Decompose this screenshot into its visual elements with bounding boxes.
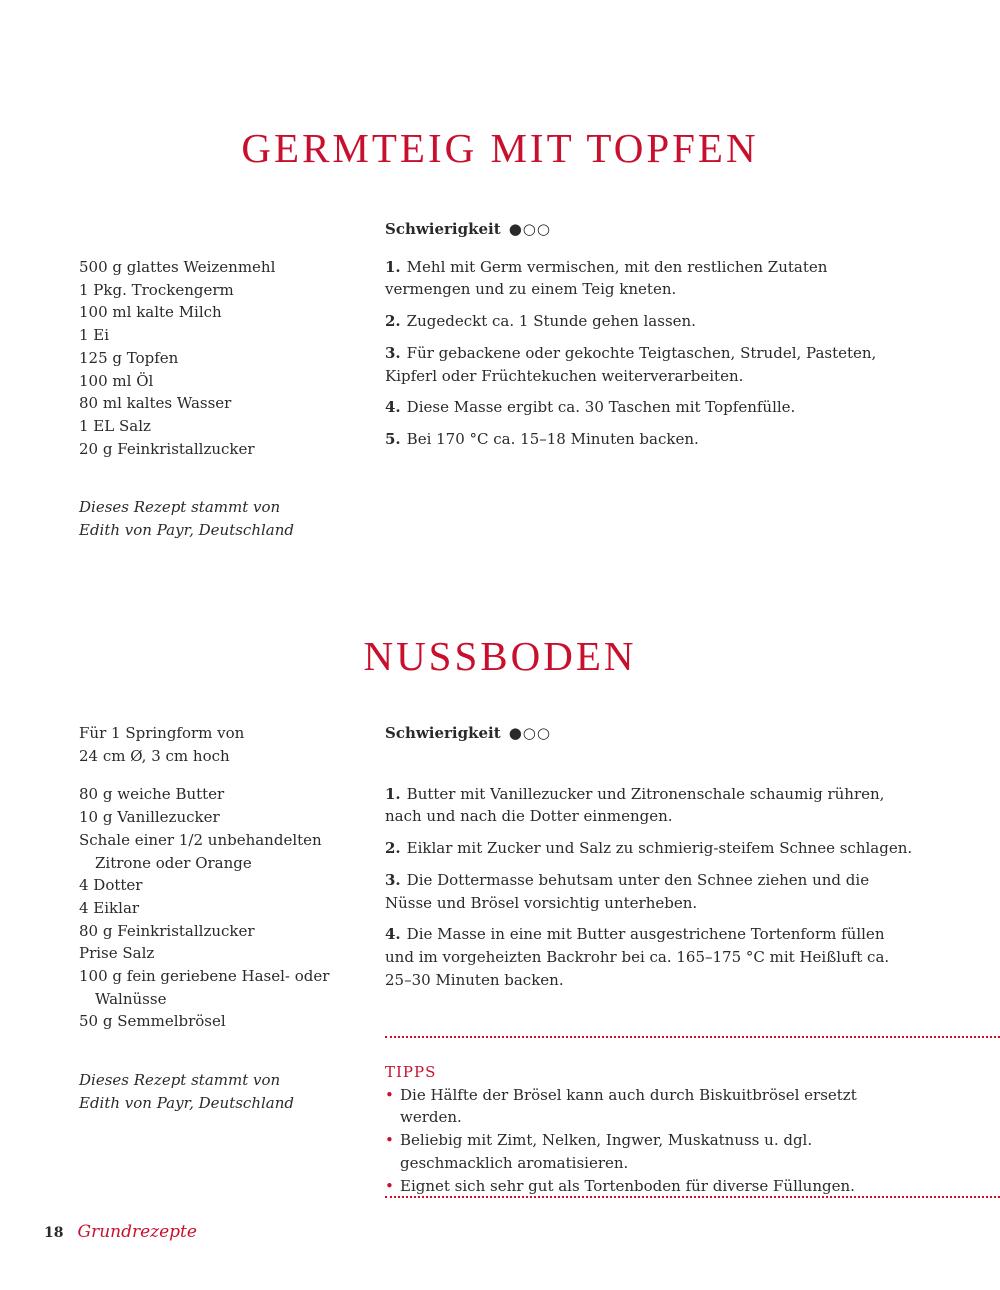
step-number: 1. <box>385 784 401 803</box>
tipp-item: • Beliebig mit Zimt, Nelken, Ingwer, Muskatnuss u. dgl. geschmacklich aromatisieren. <box>385 1129 905 1174</box>
step <box>385 256 910 301</box>
difficulty-rating <box>385 722 913 745</box>
step-text: Bei 170 °C ca. 15–18 Minuten backen. <box>406 429 699 448</box>
step-text: Diese Masse ergibt ca. 30 Taschen mit Topfenfülle. <box>406 398 796 417</box>
tipps-list <box>385 1084 905 1198</box>
step <box>385 310 910 333</box>
step <box>385 837 913 860</box>
step-text: Die Dottermasse behutsam unter den Schnee ziehen und die Nüsse und Brösel vorsichtig unterheben. <box>385 870 870 912</box>
ingredient-item: 100 ml Öl <box>79 371 154 390</box>
difficulty-dots: ●○○ <box>508 220 551 238</box>
recipe-source <box>79 496 359 541</box>
step-text: Zugedeckt ca. 1 Stunde gehen lassen. <box>406 312 696 331</box>
ingredient-item: 1 EL Salz <box>79 416 151 435</box>
step <box>385 869 913 914</box>
step-number: 3. <box>385 343 401 362</box>
step-number: 5. <box>385 429 401 448</box>
ingredient-list <box>79 256 359 460</box>
step-number: 1. <box>385 257 401 276</box>
ingredient-item: 100 ml kalte Milch <box>79 303 222 322</box>
ingredient-item: 100 g fein geriebene Hasel- oder Walnüsse <box>79 967 330 1008</box>
ingredients-column-germteig <box>79 256 359 542</box>
source-line: Edith von Payr, Deutschland <box>79 521 294 540</box>
ingredient-item: 50 g Semmelbrösel <box>79 1012 226 1031</box>
ingredient-item: 80 ml kaltes Wasser <box>79 394 232 413</box>
step-text: Für gebackene oder gekochte Teigtaschen, Strudel, Pasteten, Kipferl oder Früchtekuchen weiterverarbeiten. <box>385 343 877 385</box>
method-column-nussboden <box>385 722 913 1000</box>
step-number: 4. <box>385 398 401 417</box>
source-line: Dieses Rezept stammt von <box>79 1071 281 1090</box>
form-line: 24 cm Ø, 3 cm hoch <box>79 746 230 765</box>
step-text: Die Masse in eine mit Butter ausgestrichene Tortenform füllen und im vorgeheizten Backrohr bei ca. 165–175 °C mit Heißluft ca. 25–30 Minuten backen. <box>385 925 890 989</box>
ingredient-item: Schale einer 1/2 unbehandelten Zitrone oder Orange <box>79 830 322 872</box>
ingredient-list <box>79 783 359 1033</box>
step-number: 3. <box>385 870 401 889</box>
source-line: Edith von Payr, Deutschland <box>79 1093 294 1112</box>
recipe-title-germteig: GERMTEIG MIT TOPFEN <box>241 125 759 171</box>
difficulty-label: Schwierigkeit <box>385 724 501 742</box>
dotted-divider <box>385 1036 1000 1038</box>
step <box>385 396 910 419</box>
tipps-heading: TIPPS <box>385 1063 437 1081</box>
step-number: 2. <box>385 312 401 331</box>
ingredients-column-nussboden <box>79 722 359 1115</box>
ingredient-item: 20 g Feinkristallzucker <box>79 439 255 458</box>
ingredient-item: 1 Ei <box>79 326 110 345</box>
form-line: Für 1 Springform von <box>79 724 245 742</box>
step-number: 4. <box>385 925 401 944</box>
step <box>385 923 913 991</box>
section-name: Grundrezepte <box>77 1222 197 1242</box>
dotted-divider <box>385 1196 1000 1198</box>
form-info <box>79 722 359 767</box>
ingredient-item: 80 g weiche Butter <box>79 785 225 804</box>
ingredient-item: 4 Dotter <box>79 876 143 895</box>
source-line: Dieses Rezept stammt von <box>79 498 281 517</box>
ingredient-item: Prise Salz <box>79 944 155 963</box>
step <box>385 342 910 387</box>
method-column-germteig <box>385 218 910 460</box>
tipp-item: • Eignet sich sehr gut als Tortenboden für diverse Füllungen. <box>385 1175 905 1198</box>
step <box>385 783 913 828</box>
difficulty-rating <box>385 218 910 241</box>
step-text: Eiklar mit Zucker und Salz zu schmierig-steifem Schnee schlagen. <box>406 839 913 858</box>
difficulty-label: Schwierigkeit <box>385 220 501 238</box>
tipp-item: • Die Hälfte der Brösel kann auch durch Biskuitbrösel ersetzt werden. <box>385 1084 905 1129</box>
page-footer <box>44 1222 197 1242</box>
ingredient-item: 10 g Vanillezucker <box>79 808 220 827</box>
step-text: Butter mit Vanillezucker und Zitronenschale schaumig rühren, nach und nach die Dotter einmengen. <box>385 784 885 826</box>
step <box>385 428 910 451</box>
recipe-source <box>79 1069 359 1114</box>
page-number: 18 <box>44 1225 64 1241</box>
ingredient-item: 4 Eiklar <box>79 898 140 917</box>
step-number: 2. <box>385 839 401 858</box>
ingredient-item: 125 g Topfen <box>79 348 179 367</box>
ingredient-item: 1 Pkg. Trockengerm <box>79 280 234 299</box>
ingredient-item: 500 g glattes Weizenmehl <box>79 258 276 276</box>
difficulty-dots: ●○○ <box>508 724 551 742</box>
tipps-box <box>385 1061 905 1197</box>
step-text: Mehl mit Germ vermischen, mit den restlichen Zutaten vermengen und zu einem Teig kneten. <box>385 257 828 299</box>
recipe-title-nussboden: NUSSBODEN <box>363 633 637 679</box>
ingredient-item: 80 g Feinkristallzucker <box>79 921 255 940</box>
